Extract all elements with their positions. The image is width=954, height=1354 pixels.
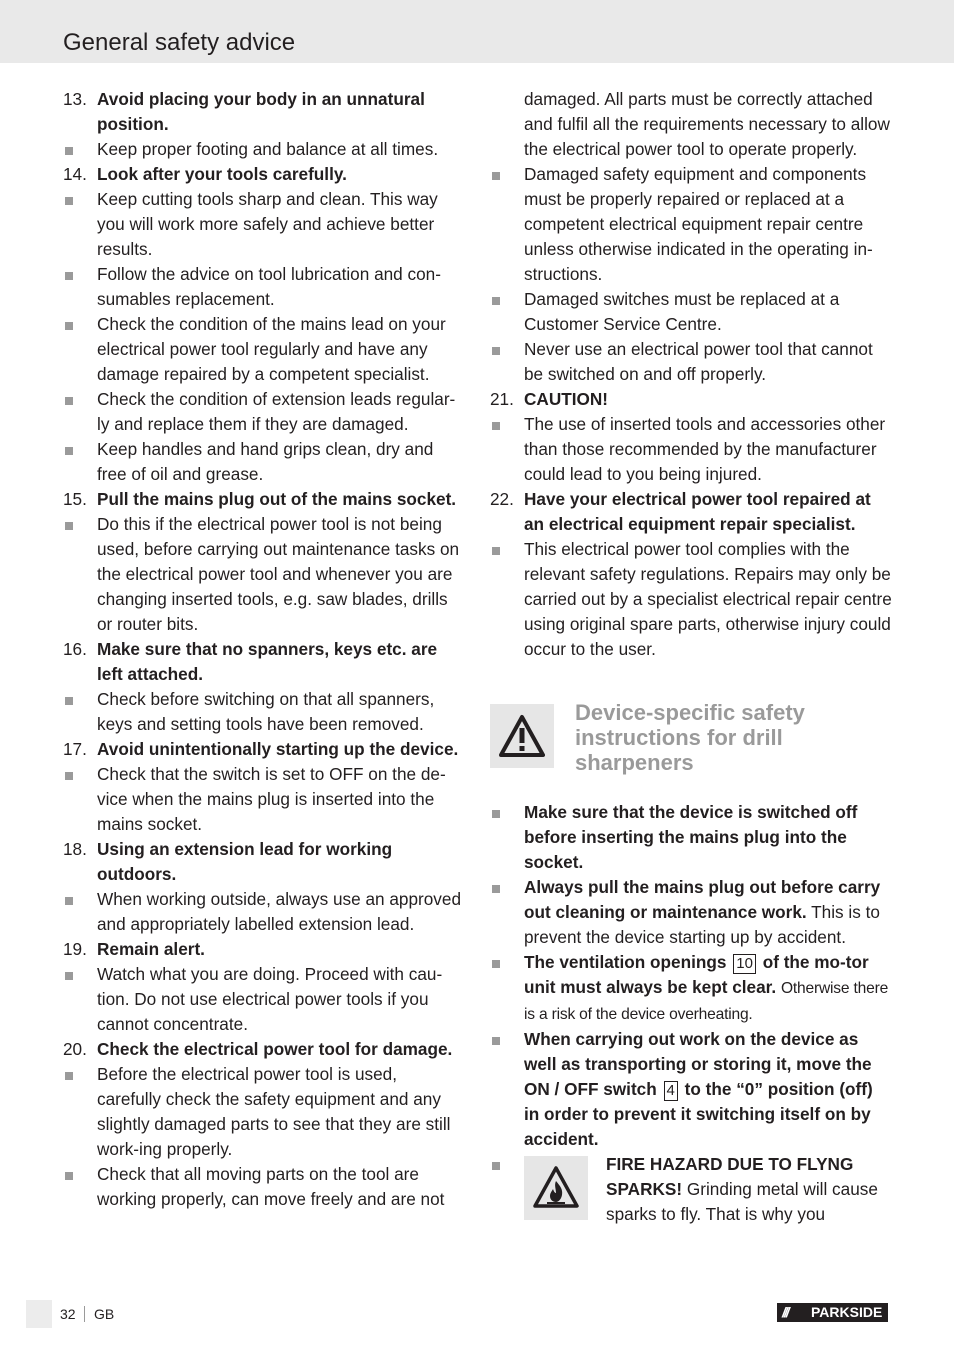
section-header [490,700,892,774]
page-footer [0,1300,954,1330]
item-19 [63,937,465,962]
logo-stripes: /// [782,1304,788,1320]
bullet-icon [65,447,73,455]
bullet-icon [492,297,500,305]
warning-triangle-icon [490,704,554,768]
language-code: GB [94,1306,115,1322]
page-title: General safety advice [63,29,296,56]
section-title: Device-specific safety instructions for drill sharpeners [575,700,805,775]
list-item: When working outside, always use an approved and appropriately labelled extension lead. [63,887,465,937]
list-item-fire-hazard [490,1152,892,1227]
bullet-icon [65,1072,73,1080]
item-20 [63,1037,465,1062]
bullet-icon [65,147,73,155]
reference-number: 10 [733,954,756,974]
item-22 [490,487,892,537]
item-title: Avoid placing your body in an unnatural position. [97,89,425,134]
item-number: 20. [63,1039,87,1059]
list-item: Follow the advice on tool lubrication and con-sumables replacement. [63,262,465,312]
item-number: 17. [63,739,87,759]
item-number: 13. [63,89,87,109]
item-number: 15. [63,489,87,509]
list-item: This electrical power tool complies with the relevant safety regulations. Repairs may only be carried out by a specialist electrical repair centre using original spare parts, otherwise injury could occur to the user. [490,537,892,662]
item-14 [63,162,465,187]
bullet-icon [65,697,73,705]
bullet-icon [65,897,73,905]
list-item: Never use an electrical power tool that cannot be switched on and off properly. [490,337,892,387]
item-15 [63,487,465,512]
item-13 [63,87,465,137]
item-number: 21. [490,389,514,409]
list-item: Damaged switches must be replaced at a Customer Service Centre. [490,287,892,337]
fire-hazard-icon [524,1156,588,1220]
reference-number: 4 [664,1081,678,1101]
bullet-icon [65,397,73,405]
list-item: Check the condition of extension leads regular-ly and replace them if they are damaged. [63,387,465,437]
list-item: Keep proper footing and balance at all times. [63,137,465,162]
item-title: Make sure that no spanners, keys etc. are left attached. [97,639,438,684]
list-item: Check before switching on that all spanners, keys and setting tools have been removed. [63,687,465,737]
bullet-icon [492,172,500,180]
list-item: Make sure that the device is switched off before inserting the mains plug into the socket. [490,800,892,875]
right-column [490,87,892,1227]
item-title: CAUTION! [524,389,609,409]
brand-name: PARKSIDE [811,1304,883,1320]
bullet-icon [65,197,73,205]
item-number: 14. [63,164,87,184]
bullet-icon [492,1037,500,1045]
list-item: Before the electrical power tool is used, carefully check the safety equipment and any slightly damaged parts to see that they are still work-ing properly. [63,1062,465,1162]
item-title: Avoid unintentionally starting up the device. [97,739,459,759]
item-number: 16. [63,639,87,659]
list-item: Check the condition of the mains lead on your electrical power tool regularly and have any damage repaired by a competent specialist. [63,312,465,387]
list-item: The use of inserted tools and accessories other than those recommended by the manufacturer could lead to you being injured. [490,412,892,487]
item-17 [63,737,465,762]
divider [84,1306,85,1322]
bullet-icon [65,322,73,330]
list-item: Check that the switch is set to OFF on the de-vice when the mains plug is inserted into the mains socket. [63,762,465,837]
page-tab [26,1300,52,1328]
item-16 [63,637,465,687]
bullet-icon [492,547,500,555]
page-number: 32 [60,1306,76,1322]
bullet-icon [65,522,73,530]
bullet-icon [492,422,500,430]
item-number: 19. [63,939,87,959]
item-18 [63,837,465,887]
fire-hazard-text: FIRE HAZARD DUE TO FLYNG SPARKS! Grinding metal will cause sparks to fly. That is why you [606,1154,878,1224]
left-column [63,87,465,1212]
item-number: 22. [490,489,514,509]
item-21 [490,387,892,412]
item-title: Pull the mains plug out of the mains socket. [97,489,457,509]
list-item: Watch what you are doing. Proceed with cau-tion. Do not use electrical power tools if you cannot concentrate. [63,962,465,1037]
list-item: Damaged safety equipment and components must be properly repaired or replaced at a competent electrical equipment repair centre unless otherwise indicated in the operating in-structions. [490,162,892,287]
item-title: Using an extension lead for working outdoors. [97,839,393,884]
list-item: Always pull the mains plug out before carry out cleaning or maintenance work. This is to prevent the device starting up by accident. [490,875,892,950]
item-number: 18. [63,839,87,859]
list-item: Do this if the electrical power tool is not being used, before carrying out maintenance tasks on the electrical power tool and whenever you are changing inserted tools, e.g. saw blades, drills or router bits. [63,512,465,637]
bullet-icon [492,347,500,355]
list-item: Keep cutting tools sharp and clean. This way you will work more safely and achieve better results. [63,187,465,262]
item-title: Look after your tools carefully. [97,164,347,184]
list-item: The ventilation openings 10 of the mo-tor unit must always be kept clear. Otherwise there is a risk of the device overheating. [490,950,892,1027]
item-title: Remain alert. [97,939,205,959]
item-title: Check the electrical power tool for damage. [97,1039,453,1059]
list-item-continued: damaged. All parts must be correctly attached and fulfil all the requirements necessary to allow the electrical power tool to operate properly. [524,89,890,159]
bullet-icon [65,972,73,980]
bullet-icon [65,272,73,280]
brand-logo [777,1303,888,1322]
list-item: When carrying out work on the device as well as transporting or storing it, move the ON / OFF switch 4 to the “0” position (off) in order to prevent it switching itself on by accident. [490,1027,892,1152]
bullet-icon [492,810,500,818]
list-item: Check that all moving parts on the tool are working properly, can move freely and are not [63,1162,465,1212]
item-title: Have your electrical power tool repaired at an electrical equipment repair specialist. [524,489,871,534]
bullet-icon [492,1162,500,1170]
list-item: Keep handles and hand grips clean, dry and free of oil and grease. [63,437,465,487]
bullet-icon [65,772,73,780]
bullet-icon [65,1172,73,1180]
bullet-icon [492,960,500,968]
bullet-icon [492,885,500,893]
